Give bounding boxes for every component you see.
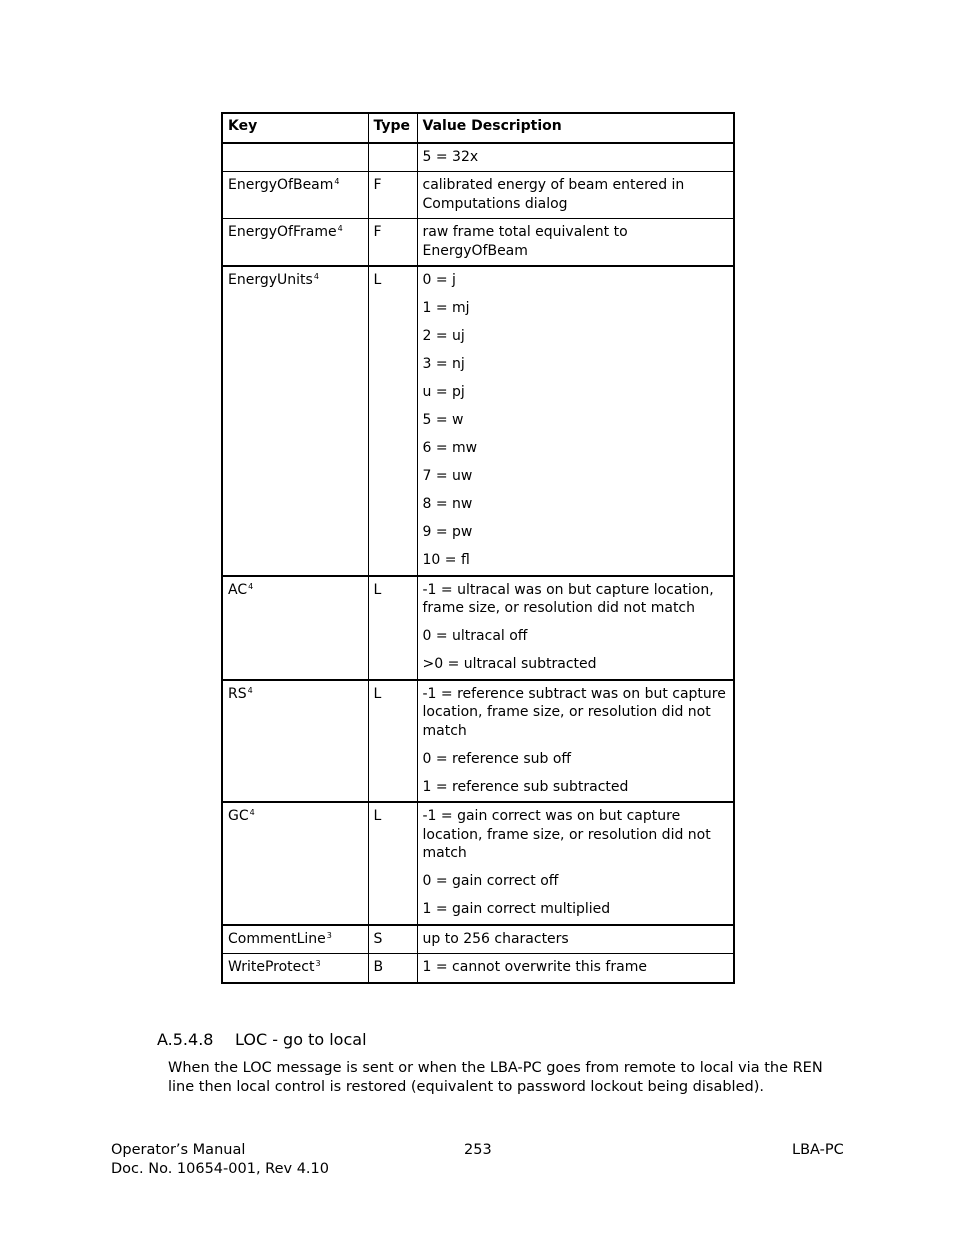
- key-type-value-table: [221, 112, 735, 984]
- key-name: AC: [228, 581, 248, 598]
- type-cell: [368, 143, 417, 172]
- footnote-marker: 3: [315, 959, 321, 968]
- key-name: RS: [228, 685, 247, 702]
- value-line: 1 = mj: [422, 300, 470, 316]
- key-cell: [222, 576, 368, 680]
- section-body-text: When the LOC message is sent or when the LBA-PC goes from remote to local via the REN line then local control is restored (equivalent to password lockout being disabled).: [168, 1060, 823, 1095]
- value-line: 6 = mw: [422, 440, 478, 456]
- table-row: [222, 172, 734, 219]
- value-line: 1 = gain correct multiplied: [422, 901, 611, 917]
- value-description-cell: [417, 172, 734, 219]
- header-type: Type: [368, 113, 417, 143]
- value-line: 2 = uj: [422, 328, 465, 344]
- table-row: [222, 802, 734, 925]
- type-cell: L: [368, 802, 417, 925]
- value-line: 1 = reference sub subtracted: [422, 778, 629, 795]
- value-line: >0 = ultracal subtracted: [422, 656, 597, 672]
- type-cell: L: [368, 576, 417, 680]
- footnote-marker: 4: [247, 685, 253, 695]
- footer-doc-number: Doc. No. 10654-001, Rev 4.10: [111, 1161, 329, 1177]
- type-cell: F: [368, 172, 417, 219]
- value-line: -1 = gain correct was on but capture location, frame size, or resolution did not match: [422, 808, 711, 861]
- key-cell: [222, 925, 368, 954]
- table-row: [222, 576, 734, 680]
- value-line: -1 = reference subtract was on but capture location, frame size, or resolution did not match: [422, 685, 726, 739]
- key-name: CommentLine: [228, 930, 326, 947]
- value-line: 1 = cannot overwrite this frame: [422, 959, 647, 975]
- key-cell: [222, 266, 368, 576]
- footnote-marker: 4: [337, 224, 343, 233]
- table-body: [222, 143, 734, 983]
- table-header-row: [222, 113, 734, 143]
- value-description-cell: [417, 802, 734, 925]
- value-line: calibrated energy of beam entered in Computations dialog: [422, 177, 685, 212]
- key-name: WriteProtect: [228, 959, 315, 975]
- value-description-cell: [417, 143, 734, 172]
- value-line: -1 = ultracal was on but capture location, frame size, or resolution did not match: [422, 581, 714, 616]
- value-line: 10 = fl: [422, 552, 470, 568]
- value-line: 0 = ultracal off: [422, 628, 528, 644]
- value-line: u = pj: [422, 384, 465, 400]
- key-name: GC: [228, 808, 249, 824]
- table-row: [222, 925, 734, 954]
- value-line: 5 = w: [422, 412, 464, 428]
- section-number: A.5.4.8: [157, 1030, 214, 1049]
- type-cell: L: [368, 680, 417, 803]
- value-description-cell: [417, 680, 734, 803]
- footnote-marker: 4: [334, 177, 340, 186]
- value-line: 3 = nj: [422, 356, 465, 372]
- key-name: EnergyUnits: [228, 272, 313, 288]
- value-line: up to 256 characters: [422, 930, 569, 947]
- footer-product-name: LBA-PC: [792, 1142, 844, 1158]
- table-row: [222, 266, 734, 576]
- type-cell: B: [368, 954, 417, 983]
- table-row: [222, 954, 734, 983]
- section-heading: [157, 1030, 367, 1049]
- footnote-marker: 4: [248, 581, 254, 591]
- table-row: [222, 219, 734, 267]
- footer-manual-title: Operator’s Manual: [111, 1142, 246, 1158]
- key-cell: [222, 680, 368, 803]
- value-line: 8 = nw: [422, 496, 473, 512]
- footnote-marker: 4: [313, 272, 319, 281]
- footnote-marker: 4: [249, 808, 255, 817]
- value-line: 7 = uw: [422, 468, 473, 484]
- key-name: EnergyOfBeam: [228, 177, 334, 193]
- section-title: LOC - go to local: [235, 1030, 367, 1049]
- value-line: 0 = j: [422, 272, 456, 288]
- value-line: 0 = gain correct off: [422, 873, 559, 889]
- value-description-cell: [417, 925, 734, 954]
- key-cell: [222, 219, 368, 267]
- type-cell: F: [368, 219, 417, 267]
- header-key: Key: [222, 113, 368, 143]
- key-cell: [222, 802, 368, 925]
- value-description-cell: [417, 954, 734, 983]
- key-cell: [222, 954, 368, 983]
- value-line: 5 = 32x: [422, 148, 479, 165]
- footer-page-number: 253: [464, 1142, 492, 1158]
- value-line: 9 = pw: [422, 524, 473, 540]
- type-cell: L: [368, 266, 417, 576]
- type-cell: S: [368, 925, 417, 954]
- footer-left: [111, 1141, 329, 1179]
- key-name: EnergyOfFrame: [228, 224, 337, 240]
- table-row: [222, 680, 734, 803]
- footnote-marker: 3: [326, 930, 332, 940]
- value-description-cell: [417, 576, 734, 680]
- key-cell: [222, 143, 368, 172]
- header-value-description: Value Description: [417, 113, 734, 143]
- key-cell: [222, 172, 368, 219]
- value-line: 0 = reference sub off: [422, 750, 572, 767]
- table-row: [222, 143, 734, 172]
- value-description-cell: [417, 266, 734, 576]
- value-description-cell: [417, 219, 734, 267]
- value-line: raw frame total equivalent to EnergyOfBeam: [422, 224, 628, 259]
